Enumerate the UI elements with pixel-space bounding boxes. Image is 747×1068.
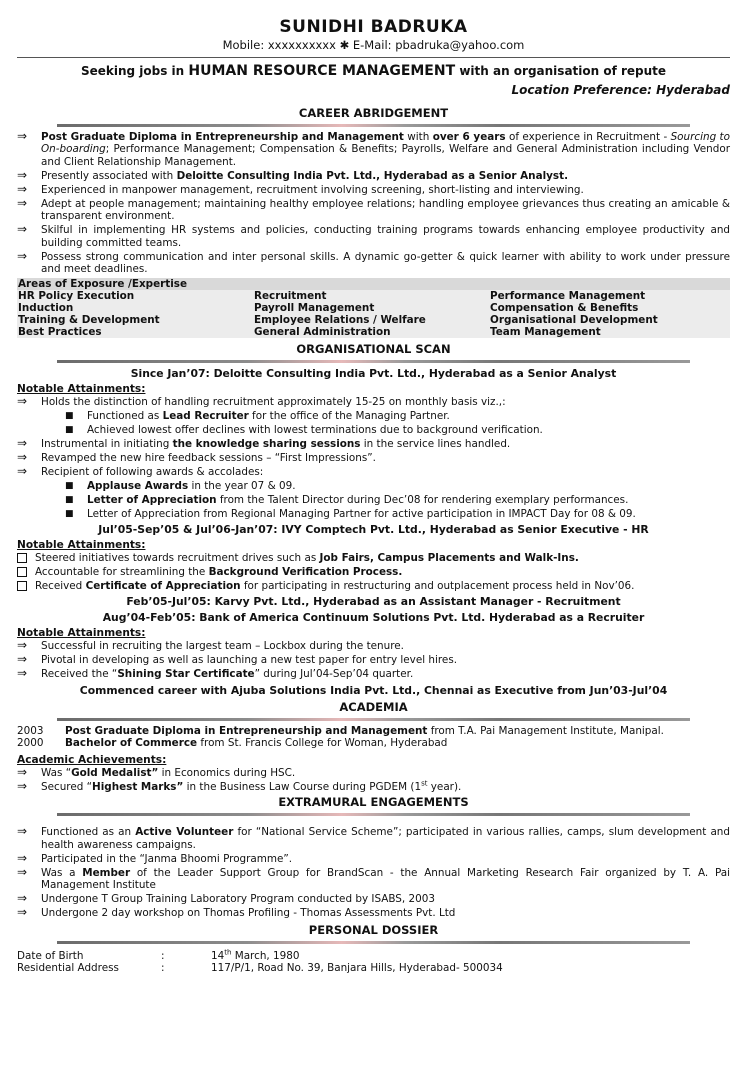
text: Applause Awards [87, 480, 189, 493]
arrow-icon: ⇒ [17, 195, 28, 210]
text: Member [82, 866, 131, 879]
area-item: Compensation & Benefits [490, 302, 639, 315]
job-heading: Feb’05-Jul’05: Karvy Pvt. Ltd., Hyderabad as an Assistant Manager - Recruitment [126, 595, 621, 609]
text: over 6 years [432, 131, 506, 143]
job1-list-2 [17, 438, 730, 478]
square-bullet-icon: ■ [65, 509, 74, 520]
text: Presently associated with [41, 169, 177, 182]
section-dossier-title: PERSONAL DOSSIER [308, 922, 439, 937]
text: Secured “ [41, 781, 93, 794]
location-preference: Location Preference: Hyderabad [511, 83, 730, 97]
section-org-title: ORGANISATIONAL SCAN [296, 342, 451, 357]
text: in the year 07 & 09. [188, 480, 296, 493]
text: Achieved lowest offer declines with lowest terminations due to background verification. [87, 424, 543, 437]
job1-sublist [65, 410, 730, 436]
text: Recipient of following awards & accolades: [41, 466, 264, 479]
list-item [17, 850, 730, 865]
objective-line [17, 63, 730, 79]
arrow-icon: ⇒ [17, 779, 28, 794]
areas-grid [17, 290, 730, 338]
job-heading: Since Jan’07: Deloitte Consulting India Pvt. Ltd., Hyderabad as a Senior Analyst [130, 367, 617, 381]
education-detail [65, 737, 730, 749]
list-item [65, 424, 730, 436]
text: th [224, 948, 232, 957]
text: Participated in the “Janma Bhoomi Programme”. [41, 852, 293, 865]
text: Was a [41, 866, 83, 879]
text: Deloitte Consulting India Pvt. Ltd., Hyderabad as a Senior Analyst. [176, 169, 569, 182]
text: Active Volunteer [135, 826, 234, 839]
arrow-icon: ⇒ [17, 864, 28, 879]
text: Bachelor of Commerce [65, 737, 198, 750]
section-divider [57, 941, 690, 944]
arrow-icon: ⇒ [17, 464, 28, 479]
list-item [17, 668, 730, 680]
text: of the Leader Support Group for BrandScan - the Annual Marketing Research Fair organized by T. A. Pai Management Institute [41, 866, 730, 892]
area-item: Team Management [490, 326, 601, 339]
job1-sublist-2 [65, 480, 730, 520]
text: st [421, 779, 428, 788]
text: in the service lines handled. [360, 438, 511, 451]
arrow-icon: ⇒ [17, 129, 28, 143]
section-academia-title: ACADEMIA [339, 700, 408, 715]
section-divider [57, 813, 690, 816]
arrow-icon: ⇒ [17, 436, 28, 451]
text: Revamped the new hire feedback sessions – “First Impressions”. [41, 452, 376, 465]
text: Certificate of Appreciation [85, 580, 241, 593]
mobile-label: Mobile: [222, 38, 268, 52]
text: Background Verification Process. [208, 566, 403, 579]
text: ” during Jul’04-Sep’04 quarter. [254, 668, 414, 681]
dob-label: Date of Birth [17, 949, 84, 962]
list-item [17, 248, 730, 276]
text: Sourcing to On-boarding [41, 131, 730, 156]
text: Lead Recruiter [162, 410, 249, 423]
text: Accountable for streamlining the [35, 566, 209, 579]
text: Received the “ [41, 668, 118, 681]
text: Successful in recruiting the largest team – Lockbox during the tenure. [41, 640, 404, 653]
section-divider [57, 360, 690, 363]
text: Letter of Appreciation [87, 494, 217, 507]
job1-list [17, 396, 730, 408]
section-career-title: CAREER ABRIDGEMENT [298, 106, 449, 120]
contact-line [17, 38, 730, 52]
education-row [17, 737, 730, 749]
text: Undergone 2 day workshop on Thomas Profiling - Thomas Assessments Pvt. Ltd [41, 907, 456, 920]
colon: : [161, 949, 165, 962]
separator-icon: ✱ [335, 38, 353, 52]
text: Post Graduate Diploma in Entrepreneurship and Management [65, 725, 428, 738]
area-item: Recruitment [254, 290, 327, 303]
text: year). [427, 781, 462, 794]
job2-list [17, 552, 730, 592]
notable-heading: Notable Attainments: [17, 383, 146, 396]
square-bullet-icon: ■ [65, 481, 74, 492]
checkbox-icon [17, 567, 27, 577]
text: Shining Star Certificate [117, 668, 255, 681]
square-bullet-icon: ■ [65, 425, 74, 436]
arrow-icon: ⇒ [17, 891, 28, 906]
education-year: 2003 [17, 725, 44, 738]
arrow-icon: ⇒ [17, 824, 28, 839]
text: from St. Francis College for Woman, Hyderabad [197, 737, 448, 750]
text: Instrumental in initiating [41, 438, 173, 451]
job-heading: Jul’05-Sep’05 & Jul’06-Jan’07: IVY Comptech Pvt. Ltd., Hyderabad as Senior Executive - HR [98, 523, 649, 537]
list-item [17, 224, 730, 249]
text: March, 1980 [231, 949, 300, 962]
arrow-icon: ⇒ [17, 652, 28, 667]
area-item: HR Policy Execution [18, 290, 135, 303]
academic-achievements-heading: Academic Achievements: [17, 754, 167, 767]
list-item [17, 864, 730, 892]
list-item [17, 640, 730, 652]
arrow-icon: ⇒ [17, 638, 28, 653]
list-item [65, 508, 730, 520]
list-item [17, 195, 730, 223]
arrow-icon: ⇒ [17, 167, 28, 182]
area-item: Payroll Management [254, 302, 375, 315]
list-item [17, 466, 730, 478]
job-heading: Commenced career with Ajuba Solutions India Pvt. Ltd., Chennai as Executive from Jun’03-Jul’04 [79, 684, 668, 698]
text: Functioned as [87, 410, 163, 423]
area-item: Performance Management [490, 290, 646, 303]
list-item [17, 552, 730, 564]
list-item [17, 893, 730, 905]
list-item [17, 566, 730, 578]
section-extramural-title: EXTRAMURAL ENGAGEMENTS [278, 795, 469, 810]
address-value: 117/P/1, Road No. 39, Banjara Hills, Hyderabad- 500034 [211, 961, 503, 974]
text: Skilful in implementing HR systems and policies, conducting training programs towards enhancing employee productivity and building committed teams. [41, 224, 730, 249]
areas-title: Areas of Exposure /Expertise [17, 278, 730, 290]
text: Highest Marks” [92, 781, 184, 794]
address-label: Residential Address [17, 961, 119, 974]
area-item: Employee Relations / Welfare [254, 314, 426, 327]
text: Received [35, 580, 86, 593]
job4-list [17, 640, 730, 680]
arrow-icon: ⇒ [17, 248, 28, 263]
arrow-icon: ⇒ [17, 666, 28, 681]
text: Holds the distinction of handling recruitment approximately 15-25 on monthly basis viz.,: [41, 396, 506, 409]
arrow-icon: ⇒ [17, 394, 28, 409]
list-item [17, 452, 730, 464]
list-item [65, 410, 730, 422]
text: Letter of Appreciation from Regional Managing Partner for active participation in IMPACT Day for 08 & 09. [87, 508, 636, 521]
text: ; Performance Management; Compensation & Benefits; Payrolls, Welfare and General Administration including Vendor and Client Relationship Management. [41, 143, 730, 168]
area-item: Organisational Development [490, 314, 658, 327]
arrow-icon: ⇒ [17, 905, 28, 920]
address-row [17, 962, 730, 974]
text: Functioned as an [41, 826, 136, 839]
text: Adept at people management; maintaining healthy employee relations; handling employee grievances thus creating an amicable & transparent environment. [41, 197, 730, 223]
header-divider [17, 57, 730, 58]
academic-list [17, 767, 730, 793]
colon: : [161, 961, 165, 974]
text: Experienced in manpower management, recruitment involving screening, short-listing and interviewing. [41, 183, 584, 196]
text: Possess strong communication and inter personal skills. A dynamic go-getter & quick learner with ability to work under pressure and meet deadlines. [41, 250, 730, 276]
text: from the Talent Director during Dec’08 for rendering exemplary performances. [216, 494, 629, 507]
text: for “National Service Scheme”; participated in various rallies, camps, slum development and health awareness campaigns. [41, 826, 730, 851]
text: in Economics during HSC. [158, 767, 296, 780]
text: in the Business Law Course during PGDEM (1 [183, 781, 422, 794]
objective-prefix: Seeking jobs in [80, 64, 189, 78]
job-heading: Aug’04-Feb’05: Bank of America Continuum Solutions Pvt. Ltd. Hyderabad as a Recruiter [102, 611, 645, 625]
list-item [17, 438, 730, 450]
text: with [403, 131, 433, 143]
candidate-name: SUNIDHI BADRUKA [279, 17, 468, 37]
area-item: Best Practices [18, 326, 102, 339]
text: 14 [211, 949, 225, 962]
email-address[interactable]: pbadruka@yahoo.com [395, 38, 525, 52]
areas-of-expertise [17, 278, 730, 338]
list-item [65, 494, 730, 506]
text: from T.A. Pai Management Institute, Manipal. [427, 725, 664, 738]
objective-suffix: with an organisation of repute [455, 64, 667, 78]
list-item [17, 767, 730, 779]
list-item [17, 580, 730, 592]
arrow-icon: ⇒ [17, 450, 28, 465]
list-item [17, 181, 730, 196]
list-item [65, 480, 730, 492]
objective-field: HUMAN RESOURCE MANAGEMENT [188, 63, 456, 79]
area-item: Training & Development [18, 314, 160, 327]
notable-heading: Notable Attainments: [17, 539, 146, 552]
text: Steered initiatives towards recruitment drives such as [35, 552, 320, 565]
list-item [17, 826, 730, 851]
square-bullet-icon: ■ [65, 411, 74, 422]
text: for the office of the Managing Partner. [248, 410, 450, 423]
text: Job Fairs, Campus Placements and Walk-Ins. [319, 552, 579, 565]
dob-value [211, 950, 730, 962]
area-item: Induction [18, 302, 74, 315]
arrow-icon: ⇒ [17, 850, 28, 865]
mobile-number: xxxxxxxxxx [267, 38, 336, 52]
text: Gold Medalist” [71, 767, 159, 780]
list-item [17, 781, 730, 793]
arrow-icon: ⇒ [17, 765, 28, 780]
text: of experience in Recruitment - [505, 131, 671, 143]
list-item [17, 654, 730, 666]
section-divider [57, 718, 690, 721]
area-item: General Administration [254, 326, 391, 339]
text: Undergone T Group Training Laboratory Program conducted by ISABS, 2003 [41, 893, 435, 906]
text: the knowledge sharing sessions [172, 438, 361, 451]
arrow-icon: ⇒ [17, 181, 28, 196]
arrow-icon: ⇒ [17, 222, 28, 237]
text: for participating in restructuring and outplacement process held in Nov’06. [240, 580, 635, 593]
list-item [17, 131, 730, 168]
notable-heading: Notable Attainments: [17, 627, 146, 640]
checkbox-icon [17, 581, 27, 591]
list-item [17, 167, 730, 182]
career-list [17, 131, 730, 275]
checkbox-icon [17, 553, 27, 563]
email-label: E-Mail: [352, 38, 396, 52]
dob-row [17, 950, 730, 962]
education-year: 2000 [17, 737, 44, 750]
text: Pivotal in developing as well as launching a new test paper for entry level hires. [41, 654, 458, 667]
square-bullet-icon: ■ [65, 495, 74, 506]
list-item [17, 907, 730, 919]
extramural-list [17, 826, 730, 919]
list-item [17, 396, 730, 408]
text: Was “ [41, 767, 72, 780]
education-row [17, 725, 730, 737]
education-detail [65, 725, 730, 737]
text: Post Graduate Diploma in Entrepreneurship and Management [41, 131, 404, 143]
section-divider [57, 124, 690, 127]
